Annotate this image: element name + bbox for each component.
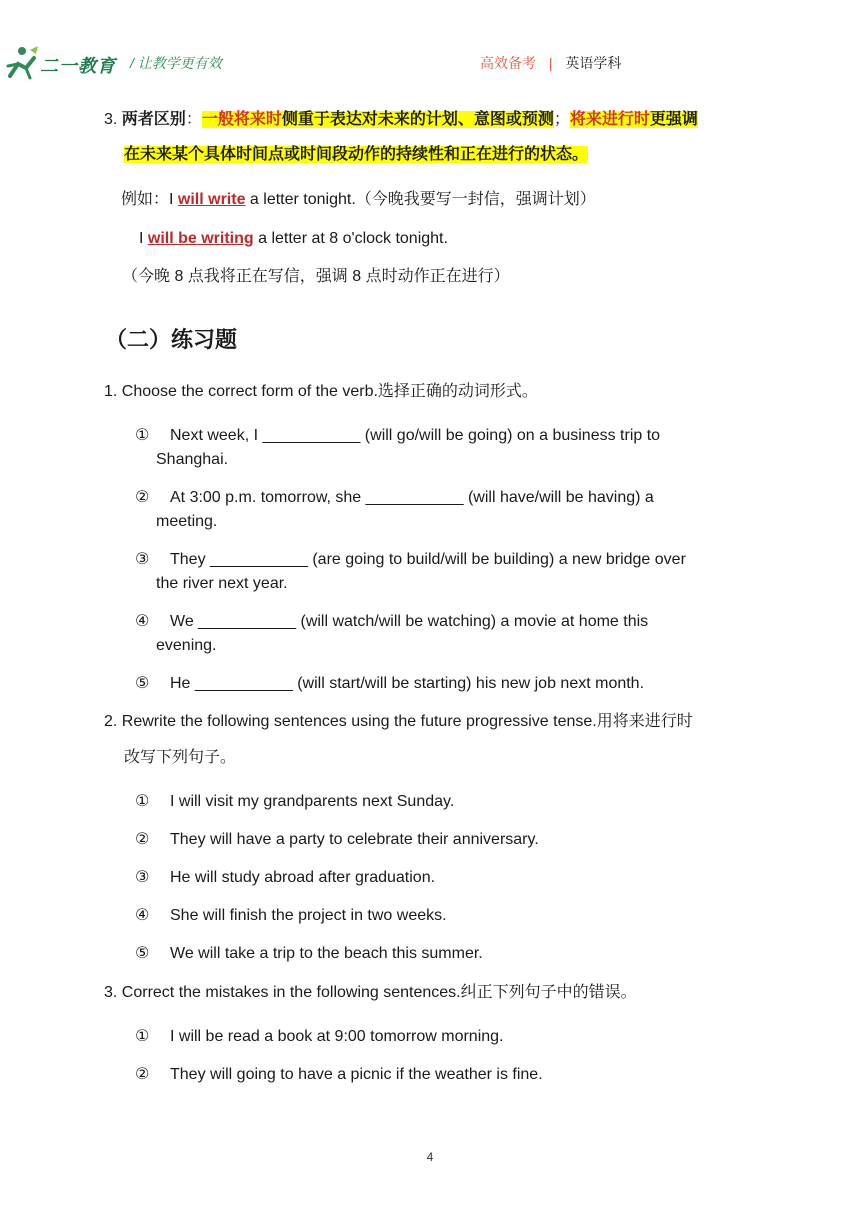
difference-line-1 [104,108,698,132]
item-text-line2: Shanghai. [156,451,229,468]
exercise-number: 1. [104,383,118,400]
subject-tag [480,53,621,73]
list-item [135,904,745,928]
item-number: ① [135,793,150,810]
page-header [0,38,860,88]
item-text: I will be read a book at 9:00 tomorrow morning. [170,1028,504,1045]
exercise-number: 2. [104,713,118,730]
list-item [135,866,745,890]
exercise-1-prompt [104,380,538,404]
example-2 [139,227,448,251]
tag-exam-prep: 高效备考 [480,55,536,71]
list-item [135,1025,745,1049]
example-1-verb: will write [177,191,246,208]
point-number: 3. [104,111,118,128]
item-number: ① [135,1028,150,1045]
future-progressive-desc-1: 更强调 [649,111,698,128]
item-text-line1: He ___________ (will start/will be starting) his new job next month. [170,675,645,692]
semicolon: ； [553,111,570,128]
exercise-2-prompt [104,710,693,734]
item-text-line2: meeting. [156,513,218,530]
section-title: （二）练习题 [105,327,238,352]
item-number: ② [135,1066,150,1083]
list-item [135,672,745,696]
item-text: They will have a party to celebrate their anniversary. [170,831,539,848]
example-2-prefix: I [139,230,148,247]
item-number: ② [135,489,150,506]
item-text-line2: the river next year. [156,575,288,592]
future-progressive-term: 将来进行时 [569,111,650,128]
item-number: ④ [135,907,150,924]
page-number: 4 [426,1150,434,1164]
exercise-text: Choose the correct form of the verb.选择正确的动词形式。 [121,383,538,400]
example-2-note: （今晚 8 点我将正在写信，强调 8 点时动作正在进行） [122,268,510,285]
future-progressive-desc-2: 在未来某个具体时间点或时间段动作的持续性和正在进行的状态。 [124,146,589,163]
exercise-text: Correct the mistakes in the following sentences.纠正下列句子中的错误。 [121,984,637,1001]
exercise-text-line2: 改写下列句子。 [124,749,237,766]
item-text-line1: They ___________ (are going to build/will be building) a new bridge over [170,551,686,568]
item-text: He will study abroad after graduation. [170,869,436,886]
exercise-number: 3. [104,984,118,1001]
item-text-line1: We ___________ (will watch/will be watching) a movie at home this [170,613,649,630]
item-text: We will take a trip to the beach this summer. [170,945,483,962]
item-text-line1: Next week, I ___________ (will go/will be going) on a business trip to [170,427,661,444]
example-1 [121,188,596,212]
item-text: She will finish the project in two weeks. [170,907,447,924]
item-number: ③ [135,869,150,886]
header-slogan: / 让教学更有效 [130,55,222,71]
difference-line-2 [124,143,588,167]
exercise-text-line1: Rewrite the following sentences using the future progressive tense.用将来进行时 [121,713,693,730]
tag-subject: 英语学科 [565,55,622,71]
list-item [135,424,745,472]
logo-text: 二一教育 [40,56,116,76]
simple-future-desc: 侧重于表达对未来的计划、意图或预测 [281,111,554,128]
list-item [135,486,745,534]
difference-label: 两者区别 [121,111,186,128]
item-text: I will visit my grandparents next Sunday. [170,793,455,810]
example-prefix: 例如：I [121,191,178,208]
item-text-line1: At 3:00 p.m. tomorrow, she ___________ (will have/will be having) a [170,489,654,506]
list-item [135,828,745,852]
list-item [135,548,745,596]
item-number: ⑤ [135,675,150,692]
simple-future-term: 一般将来时 [201,111,282,128]
list-item [135,790,745,814]
item-text: They will going to have a picnic if the weather is fine. [170,1066,543,1083]
colon: ： [185,111,202,128]
list-item [135,1063,745,1087]
item-number: ① [135,427,150,444]
list-item [135,610,745,658]
exercise-3-prompt [104,981,637,1005]
item-number: ④ [135,613,150,630]
item-number: ③ [135,551,150,568]
list-item [135,942,745,966]
item-number: ⑤ [135,945,150,962]
tag-separator: | [548,55,553,71]
item-number: ② [135,831,150,848]
item-text-line2: evening. [156,637,217,654]
example-2-verb: will be writing [147,230,254,247]
example-2-rest: a letter at 8 o'clock tonight. [253,230,448,247]
example-1-rest: a letter tonight.（今晚我要写一封信，强调计划） [245,191,596,208]
